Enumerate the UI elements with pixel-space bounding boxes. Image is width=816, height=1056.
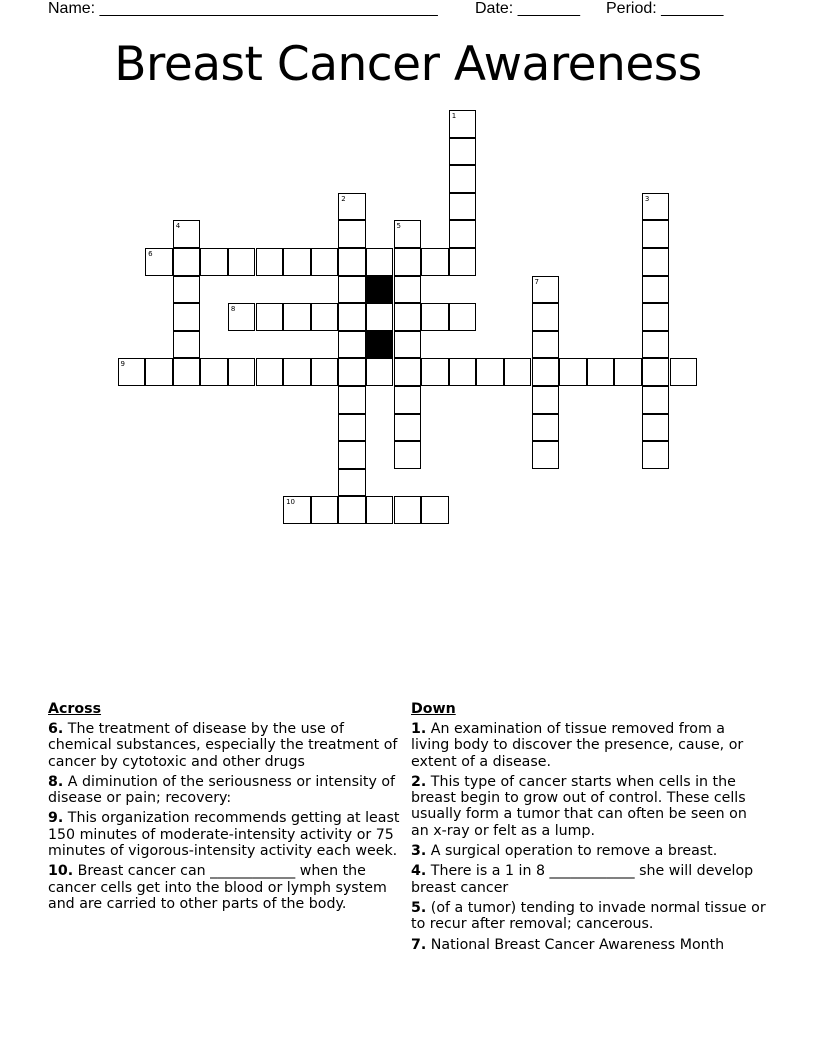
grid-cell[interactable] [394, 414, 422, 442]
grid-cell[interactable] [338, 414, 366, 442]
grid-cell[interactable] [228, 248, 256, 276]
clue-down-5: 5. (of a tumor) tending to invade normal tissue or to recur after removal; cancerous. [411, 899, 766, 933]
grid-cell[interactable] [394, 248, 422, 276]
grid-cell[interactable] [366, 303, 394, 331]
grid-cell[interactable] [311, 358, 339, 386]
grid-cell[interactable] [449, 110, 477, 138]
across-heading: Across [48, 701, 102, 717]
grid-cell[interactable] [394, 386, 422, 414]
grid-cell[interactable] [504, 358, 532, 386]
grid-cell[interactable] [145, 248, 173, 276]
clue-number: 10 [286, 498, 296, 507]
clue-across-10: 10. Breast cancer can ____________ when the cancer cells get into the blood or lymph system and are carried to other parts of the body. [48, 863, 387, 912]
grid-cell[interactable] [338, 331, 366, 359]
grid-cell[interactable] [311, 248, 339, 276]
grid-cell[interactable] [173, 331, 201, 359]
grid-block [366, 276, 394, 304]
grid-cell[interactable] [338, 469, 366, 497]
grid-cell[interactable] [173, 248, 201, 276]
grid-cell[interactable] [394, 441, 422, 469]
grid-cell[interactable] [394, 276, 422, 304]
period-field[interactable]: Period: _______ [606, 0, 724, 17]
down-heading: Down [411, 701, 456, 717]
grid-cell[interactable] [145, 358, 173, 386]
grid-cell[interactable] [421, 358, 449, 386]
grid-cell[interactable] [614, 358, 642, 386]
grid-cell[interactable] [642, 358, 670, 386]
grid-cell[interactable] [642, 248, 670, 276]
grid-cell[interactable] [338, 358, 366, 386]
clue-down-2: 2. This type of cancer starts when cells in the breast begin to grow out of control. These cells usually form a tumor that can often be seen on an x-ray or felt as a lump. [411, 773, 747, 839]
grid-cell[interactable] [394, 496, 422, 524]
grid-block [366, 331, 394, 359]
grid-cell[interactable] [449, 193, 477, 221]
grid-cell[interactable] [338, 193, 366, 221]
grid-cell[interactable] [587, 358, 615, 386]
grid-cell[interactable] [449, 358, 477, 386]
grid-cell[interactable] [311, 496, 339, 524]
grid-cell[interactable] [532, 331, 560, 359]
grid-cell[interactable] [173, 358, 201, 386]
grid-cell[interactable] [338, 386, 366, 414]
grid-cell[interactable] [366, 248, 394, 276]
grid-cell[interactable] [449, 165, 477, 193]
grid-cell[interactable] [559, 358, 587, 386]
grid-cell[interactable] [532, 276, 560, 304]
grid-cell[interactable] [642, 441, 670, 469]
clue-number: 8 [230, 305, 236, 314]
across-clues [48, 700, 400, 916]
page-title: Breast Cancer Awareness [114, 37, 702, 92]
clue-across-9: 9. This organization recommends getting at least 150 minutes of moderate-intensity activity or 75 minutes of vigorous-intensity activity each week. [48, 810, 400, 860]
grid-cell[interactable] [338, 441, 366, 469]
grid-cell[interactable] [421, 496, 449, 524]
grid-cell[interactable] [421, 303, 449, 331]
grid-cell[interactable] [228, 303, 256, 331]
grid-cell[interactable] [200, 248, 228, 276]
grid-cell[interactable] [338, 220, 366, 248]
clue-down-1: 1. An examination of tissue removed from a living body to discover the presence, cause, or extent of a disease. [411, 721, 744, 770]
grid-cell[interactable] [642, 220, 670, 248]
clue-down-3: 3. A surgical operation to remove a breast. [411, 843, 718, 860]
grid-cell[interactable] [338, 248, 366, 276]
clue-across-6: 6. The treatment of disease by the use of chemical substances, especially the treatment of cancer by cytotoxic and other drugs [48, 721, 398, 770]
clue-number: 5 [396, 222, 401, 231]
clue-across-8: 8. A diminution of the seriousness or intensity of disease or pain; recovery: [48, 773, 396, 807]
grid-cell[interactable] [311, 303, 339, 331]
clue-number: 3 [644, 194, 650, 203]
grid-cell[interactable] [421, 248, 449, 276]
grid-cell[interactable] [338, 496, 366, 524]
grid-cell[interactable] [173, 303, 201, 331]
grid-cell[interactable] [532, 303, 560, 331]
grid-cell[interactable] [394, 358, 422, 386]
grid-cell[interactable] [532, 386, 560, 414]
grid-cell[interactable] [173, 220, 201, 248]
grid-cell[interactable] [642, 303, 670, 331]
grid-cell[interactable] [476, 358, 504, 386]
grid-cell[interactable] [256, 303, 284, 331]
grid-cell[interactable] [256, 248, 284, 276]
grid-cell[interactable] [449, 248, 477, 276]
grid-cell[interactable] [394, 303, 422, 331]
grid-cell[interactable] [366, 496, 394, 524]
clue-number: 4 [175, 222, 181, 231]
name-field[interactable]: Name: ______________________________________ [48, 0, 438, 17]
clue-number: 2 [341, 194, 346, 203]
grid-cell[interactable] [642, 386, 670, 414]
date-field[interactable]: Date: _______ [475, 0, 580, 17]
grid-cell[interactable] [283, 248, 311, 276]
grid-cell[interactable] [642, 331, 670, 359]
grid-cell[interactable] [532, 441, 560, 469]
clue-number: 9 [120, 360, 125, 369]
grid-cell[interactable] [338, 303, 366, 331]
grid-cell[interactable] [532, 414, 560, 442]
clue-number: 7 [534, 277, 539, 286]
grid-cell[interactable] [394, 220, 422, 248]
grid-cell[interactable] [256, 358, 284, 386]
grid-cell[interactable] [670, 358, 698, 386]
down-clues [411, 700, 766, 957]
grid-cell[interactable] [283, 303, 311, 331]
grid-cell[interactable] [449, 138, 477, 166]
grid-cell[interactable] [642, 276, 670, 304]
clue-down-7: 7. National Breast Cancer Awareness Month [411, 936, 725, 953]
grid-cell[interactable] [283, 496, 311, 524]
grid-cell[interactable] [283, 358, 311, 386]
grid-cell[interactable] [532, 358, 560, 386]
grid-cell[interactable] [200, 358, 228, 386]
clue-number: 1 [451, 112, 457, 120]
grid-cell[interactable] [394, 331, 422, 359]
grid-cell[interactable] [338, 276, 366, 304]
grid-cell[interactable] [642, 193, 670, 221]
grid-cell[interactable] [642, 414, 670, 442]
grid-cell[interactable] [118, 358, 146, 386]
grid-cell[interactable] [228, 358, 256, 386]
grid-cell[interactable] [449, 303, 477, 331]
clue-down-4: 4. There is a 1 in 8 ____________ she will develop breast cancer [411, 863, 754, 896]
grid-cell[interactable] [449, 220, 477, 248]
grid-cell[interactable] [173, 276, 201, 304]
clue-number: 6 [148, 250, 153, 258]
grid-cell[interactable] [366, 358, 394, 386]
